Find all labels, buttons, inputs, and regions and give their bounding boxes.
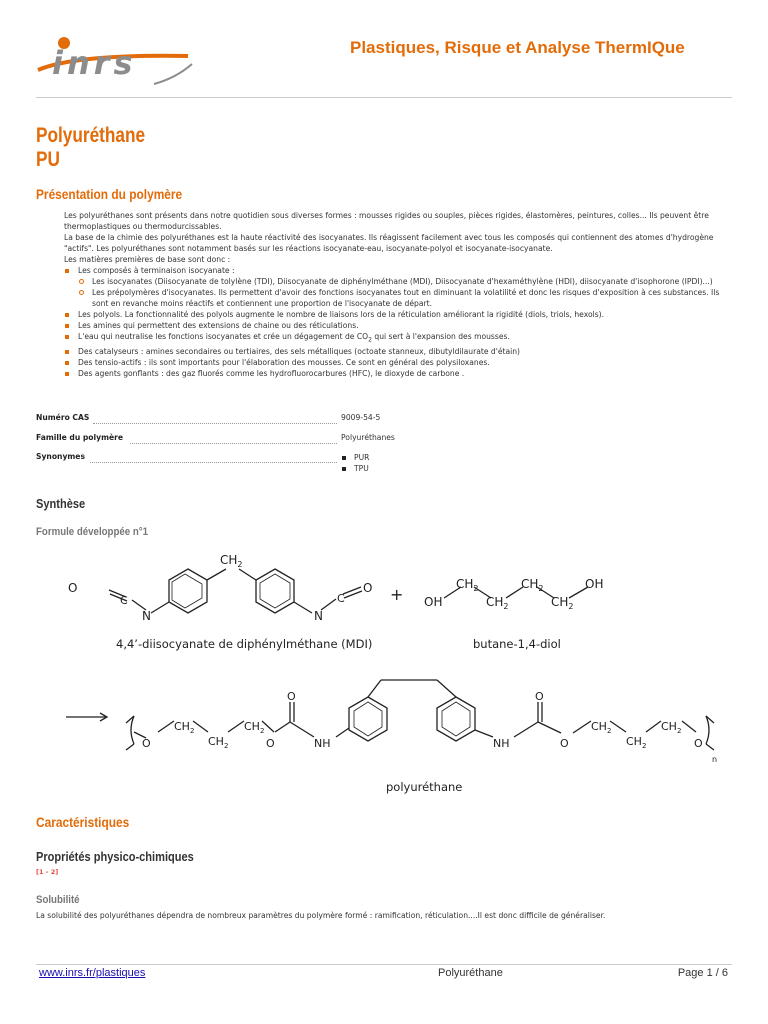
synonyms-list bbox=[341, 452, 369, 474]
cas-label: Numéro CAS bbox=[36, 413, 90, 422]
ch2-label: $CH_2$ bbox=[456, 577, 479, 593]
presentation-body bbox=[64, 210, 728, 379]
paragraph: La base de la chimie des polyuréthanes est la haute réactivité des isocyanates. Ils réagissent facilement avec tous les composés qui contiennent des atomes d'hydrogène "actifs". Les polyuréthanes sont notamment basés sur les réactions isocyanate-eau, isocyanate-polyol et isocyanate-isocyanate. bbox=[64, 233, 714, 253]
footer-link[interactable]: www.inrs.fr/plastiques bbox=[39, 967, 146, 979]
oxygen-label: O bbox=[287, 690, 296, 703]
svg-text:inrs: inrs bbox=[52, 44, 137, 82]
oxygen-label: O bbox=[142, 737, 151, 750]
solubility-heading: Solubilité bbox=[36, 894, 80, 906]
raw-materials-list bbox=[64, 265, 728, 379]
carbon-label: C bbox=[120, 594, 128, 607]
footer-divider bbox=[36, 964, 732, 965]
reaction-scheme bbox=[36, 540, 736, 800]
hydroxyl-label: OH bbox=[424, 595, 443, 609]
oxygen-label: O bbox=[266, 737, 275, 750]
list-item: Des catalyseurs : amines secondaires ou tertiaires, des sels métalliques (octoate stanneux, dibutyldilaurate d'étain) bbox=[64, 346, 728, 357]
list-item bbox=[64, 331, 728, 346]
diol-label: butane-1,4-diol bbox=[473, 637, 561, 651]
sub-list-item: Les prépolymères d'isocyanates. Ils permettent d'avoir des fonctions isocyanates tout en diminuant la volatilité et donc les risques d'exposition à ces substances. Ils sont en revanche moins réactifs et contiennent une proportion de l'isocyanate de départ. bbox=[78, 287, 728, 309]
sub-list-item: Les isocyanates (Diisocyanate de tolylène (TDI), Diisocyanate de diphénylméthane (MDI), Diisocyanate d'hexaméthylène (HDI), diisocyanate d'isophorone (IPDI)...) bbox=[78, 276, 728, 287]
presentation-heading: Présentation du polymère bbox=[36, 186, 183, 202]
oxygen-label: O bbox=[535, 690, 544, 703]
nh-label: NH bbox=[493, 737, 510, 750]
solubility-text: La solubilité des polyuréthanes dépendra de nombreux paramètres du polymère formé : ramification, réticulation....Il est donc difficile de généraliser. bbox=[36, 911, 606, 920]
list-item: PUR bbox=[341, 452, 369, 463]
nh-label: NH bbox=[314, 737, 331, 750]
family-label: Famille du polymère bbox=[36, 433, 124, 442]
synonyms-label: Synonymes bbox=[36, 452, 85, 461]
header-divider bbox=[36, 97, 732, 98]
dot-leader bbox=[93, 423, 337, 424]
hydroxyl-label: OH bbox=[585, 577, 604, 591]
oxygen-label: O bbox=[560, 737, 569, 750]
ch2-label: $CH_2$ bbox=[591, 720, 612, 735]
dot-leader bbox=[130, 443, 337, 444]
paragraph: Les polyuréthanes sont présents dans notre quotidien sous diverses formes : mousses rigides ou souples, pièces rigides, élastomères, peintures, colles... Ils peuvent être thermoplastiques ou thermodurcissables. bbox=[64, 211, 709, 231]
reference-link[interactable]: [1 - 2] bbox=[36, 868, 59, 876]
family-value: Polyuréthanes bbox=[341, 433, 395, 442]
oxygen-label: O bbox=[694, 737, 703, 750]
product-label: polyuréthane bbox=[386, 780, 463, 794]
dot-leader bbox=[90, 462, 337, 463]
synthese-heading: Synthèse bbox=[36, 496, 86, 511]
oxygen-label: O bbox=[68, 581, 78, 595]
list-item: TPU bbox=[341, 463, 369, 474]
list-item: Des tensio-actifs : ils sont importants pour l'élaboration des mousses. Ce sont en général des polysiloxanes. bbox=[64, 357, 728, 368]
carbon-label: C bbox=[337, 592, 345, 605]
ch2-label: $CH_2$ bbox=[486, 595, 509, 611]
list-item: Les composés à terminaison isocyanate : bbox=[64, 265, 728, 276]
list-item: Des agents gonflants : des gaz fluorés comme les hydrofluorocarbures (HFC), le dioxyde de carbone . bbox=[64, 368, 728, 379]
doc-abbrev: PU bbox=[36, 148, 60, 171]
page-number: Page 1 / 6 bbox=[677, 967, 728, 979]
formula-heading: Formule développée n°1 bbox=[36, 526, 148, 538]
ch2-label: $CH_2$ bbox=[626, 735, 647, 750]
list-item: Les amines qui permettent des extensions de chaine ou des réticulations. bbox=[64, 320, 728, 331]
nitrogen-label: N bbox=[142, 609, 151, 623]
physico-chemical-heading: Propriétés physico-chimiques bbox=[36, 849, 194, 864]
mdi-label: 4,4’-diisocyanate de diphénylméthane (MDI) bbox=[116, 637, 373, 651]
benzene-ring-right bbox=[256, 569, 294, 613]
list-item-text: L'eau qui neutralise les fonctions isocyanates et crée un dégagement de CO bbox=[78, 332, 369, 341]
ch2-label: $CH_2$ bbox=[521, 577, 544, 593]
paragraph: Les matières premières de base sont donc : bbox=[64, 255, 231, 264]
synonyms-value bbox=[341, 452, 369, 474]
oxygen-label: O bbox=[363, 581, 373, 595]
doc-title: Polyuréthane bbox=[36, 124, 146, 147]
list-item-text: qui sert à l'expansion des mousses. bbox=[371, 332, 510, 341]
footer-doc-name: Polyuréthane bbox=[438, 967, 503, 979]
list-item: Les polyols. La fonctionnalité des polyols augmente le nombre de liaisons lors de la réticulation améliorant la rigidité (diols, triols, hexols). bbox=[64, 309, 728, 320]
ch2-label: $CH_2$ bbox=[244, 720, 265, 735]
header-title: Plastiques, Risque et Analyse ThermIQue bbox=[350, 38, 685, 57]
cas-value: 9009-54-5 bbox=[341, 413, 381, 422]
caracteristiques-heading: Caractéristiques bbox=[36, 814, 130, 830]
ch2-label: $CH_2$ bbox=[208, 735, 229, 750]
inrs-logo bbox=[36, 34, 196, 90]
repeat-index: n bbox=[712, 755, 718, 764]
nitrogen-label: N bbox=[314, 609, 323, 623]
ch2-label: $CH_2$ bbox=[551, 595, 574, 611]
plus-sign: + bbox=[390, 585, 404, 604]
ch2-label: $CH_2$ bbox=[174, 720, 195, 735]
ch2-label: $CH_2$ bbox=[661, 720, 682, 735]
ch2-label: $CH_2$ bbox=[220, 553, 243, 569]
subscript: 2 bbox=[368, 336, 372, 344]
